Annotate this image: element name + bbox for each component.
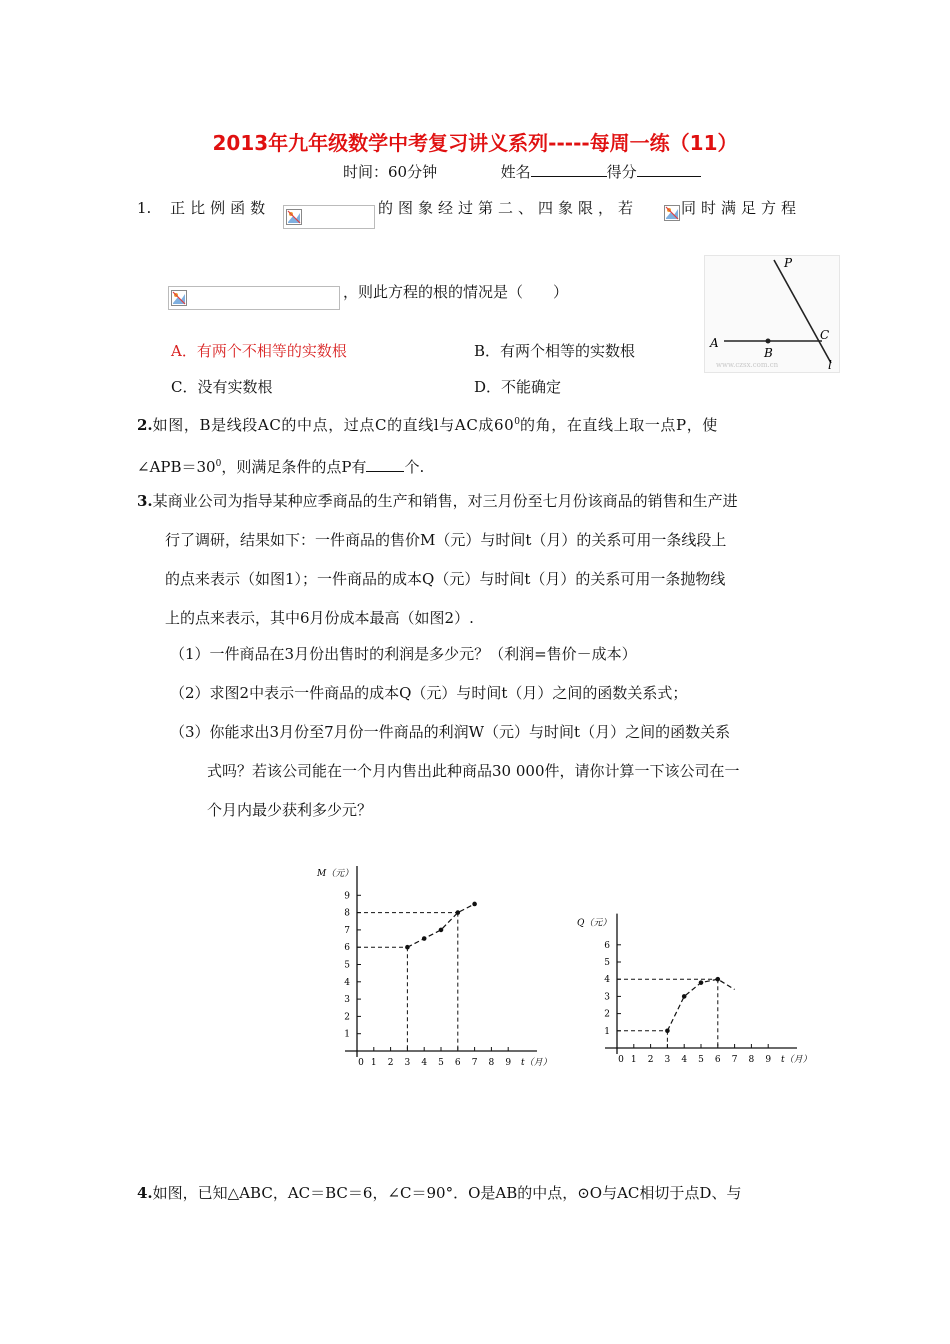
- chart-q-vs-t: [570, 872, 820, 1076]
- q2-line2: [137, 453, 424, 478]
- q3-sub-4: 式吗？若该公司能在一个月内售出此种商品30 000件，请你计算一下该公司在一: [207, 762, 740, 780]
- q1-line1: [137, 197, 270, 219]
- data-point: [422, 936, 427, 941]
- q3-text-4: 上的点来表示，其中6月份成本最高（如图2）.: [165, 609, 474, 627]
- q2-text-1b: 的角，在直线上取一点P，使: [520, 416, 718, 434]
- q2-text-2a: ∠APB＝30: [137, 458, 216, 476]
- x-tick-label: 0: [618, 1055, 624, 1065]
- broken-image-icon: [664, 205, 680, 221]
- y-tick-label: 5: [344, 960, 350, 971]
- y-tick-label: 1: [604, 1026, 610, 1037]
- x-tick-label: 5: [698, 1055, 704, 1065]
- q1-formula-image-2: [664, 205, 680, 225]
- y-tick-label: 6: [344, 943, 350, 954]
- data-point: [456, 910, 461, 915]
- name-blank[interactable]: [531, 162, 607, 177]
- data-point: [472, 902, 477, 907]
- x-tick-label: 1: [370, 1058, 377, 1068]
- series-line: [667, 979, 734, 1031]
- x-tick-label: 7: [471, 1058, 478, 1068]
- q2-sup-1: 0: [514, 417, 521, 427]
- q1-option-b[interactable]: B．有两个相等的实数根: [474, 342, 636, 360]
- x-tick-label: 3: [664, 1055, 671, 1065]
- series-line: [407, 904, 474, 947]
- data-point: [699, 980, 704, 985]
- q1-text-c: 同时满足方程: [681, 199, 802, 217]
- q2-sup-2: 0: [215, 459, 222, 469]
- q3-sub-2: （2）求图2中表示一件商品的成本Q（元）与时间t（月）之间的函数关系式；: [170, 684, 688, 702]
- data-point: [439, 928, 444, 933]
- x-tick-label: 5: [438, 1058, 444, 1068]
- x-tick-label: 8: [748, 1055, 755, 1065]
- q1-text-d: ，则此方程的根的情况是（ ）: [343, 283, 569, 301]
- q1-text-a: 正比例函数: [170, 199, 271, 217]
- y-axis-label: Q（元）: [577, 918, 612, 929]
- q1-option-a-label: A．有两个不相等的实数根: [171, 342, 347, 360]
- q4-line1: [137, 1182, 741, 1204]
- q2-text-2c: 个.: [404, 458, 425, 476]
- q1-option-c[interactable]: C．没有实数根: [171, 378, 273, 396]
- q3-sub-3: （3）你能求出3月份至7月份一件商品的利润W（元）与时间t（月）之间的函数关系: [170, 723, 731, 741]
- q3-text-2: 行了调研，结果如下：一件商品的售价M（元）与时间t（月）的关系可用一条线段上: [165, 531, 727, 549]
- name-label: 姓名: [500, 163, 531, 181]
- q1-formula-image-3: [168, 286, 340, 310]
- x-tick-label: 6: [714, 1055, 721, 1065]
- q3-text-3: 的点来表示（如图1）；一件商品的成本Q（元）与时间t（月）的关系可用一条抛物线: [165, 570, 726, 588]
- x-tick-label: 2: [647, 1055, 654, 1065]
- q3-sub-5: 个月内最少获利多少元？: [207, 801, 373, 819]
- y-tick-label: 9: [344, 891, 350, 902]
- x-tick-label: 7: [731, 1055, 738, 1065]
- y-tick-label: 2: [344, 1012, 350, 1023]
- q3-sub-1: （1）一件商品在3月份出售时的利润是多少元？（利润=售价－成本）: [170, 645, 637, 663]
- y-tick-label: 2: [604, 1009, 610, 1020]
- score-blank[interactable]: [637, 162, 701, 177]
- q1-formula-image-1: [283, 205, 375, 229]
- q4-number: 4.: [137, 1184, 153, 1202]
- y-tick-label: 4: [344, 977, 350, 988]
- broken-image-icon: [283, 205, 375, 229]
- point-b: [766, 339, 771, 344]
- y-tick-label: 6: [604, 940, 610, 951]
- q3-text-1: 某商业公司为指导某种应季商品的生产和销售，对三月份至七月份该商品的销售和生产进: [152, 492, 738, 510]
- q1-number: 1.: [137, 199, 152, 217]
- chart-m-vs-t: [310, 866, 560, 1076]
- time-label: 时间：60分钟: [343, 163, 438, 181]
- q2-number: 2.: [137, 416, 153, 434]
- meta-row: [343, 161, 701, 183]
- y-tick-label: 8: [344, 908, 350, 919]
- geometry-figure-pabc: [704, 255, 840, 373]
- label-l: l: [828, 358, 832, 372]
- x-tick-label: 2: [387, 1058, 394, 1068]
- y-tick-label: 4: [604, 975, 610, 986]
- q3-number: 3.: [137, 492, 153, 510]
- data-point: [682, 994, 687, 999]
- x-axis-label: t（月）: [781, 1055, 812, 1065]
- data-point: [716, 977, 721, 982]
- x-tick-label: 9: [505, 1058, 512, 1068]
- y-tick-label: 3: [344, 995, 350, 1006]
- label-c: C: [820, 328, 830, 342]
- x-tick-label: 9: [765, 1055, 772, 1065]
- q2-line1: [137, 411, 718, 436]
- label-b: B: [764, 346, 773, 360]
- y-axis-label: M（元）: [317, 869, 354, 879]
- x-tick-label: 1: [630, 1055, 637, 1065]
- page-title: 2013年九年级数学中考复习讲义系列-----每周一练（11）: [212, 131, 738, 155]
- q1-option-d[interactable]: D．不能确定: [474, 378, 562, 396]
- score-label: 得分: [606, 163, 637, 181]
- data-point: [665, 1029, 670, 1034]
- watermark: www.czsx.com.cn: [716, 361, 779, 369]
- y-tick-label: 1: [344, 1029, 350, 1040]
- label-p: P: [784, 256, 793, 270]
- x-tick-label: 0: [358, 1058, 364, 1068]
- x-tick-label: 4: [681, 1055, 688, 1065]
- q2-text-1: 如图，B是线段AC的中点，过点C的直线l与AC成60: [152, 416, 515, 434]
- x-tick-label: 3: [404, 1058, 411, 1068]
- x-axis-label: t（月）: [521, 1058, 552, 1068]
- q2-answer-blank[interactable]: [366, 457, 404, 472]
- q3-line1: [137, 490, 738, 512]
- x-tick-label: 4: [421, 1058, 428, 1068]
- q1-option-a[interactable]: [171, 340, 347, 362]
- data-point: [405, 945, 410, 950]
- q4-text: 如图，已知△ABC，AC＝BC＝6，∠C＝90°．O是AB的中点，⊙O与AC相切于点D、与: [152, 1184, 742, 1202]
- q2-text-2b: ，则满足条件的点P有: [221, 458, 367, 476]
- broken-image-icon: [168, 286, 340, 310]
- y-tick-label: 3: [604, 992, 610, 1003]
- x-tick-label: 6: [454, 1058, 461, 1068]
- y-tick-label: 5: [604, 958, 610, 968]
- q1-text-b: 的图象经过第二、四象限，若: [378, 199, 639, 217]
- y-tick-label: 7: [344, 925, 350, 936]
- x-tick-label: 8: [488, 1058, 495, 1068]
- label-a: A: [710, 336, 719, 350]
